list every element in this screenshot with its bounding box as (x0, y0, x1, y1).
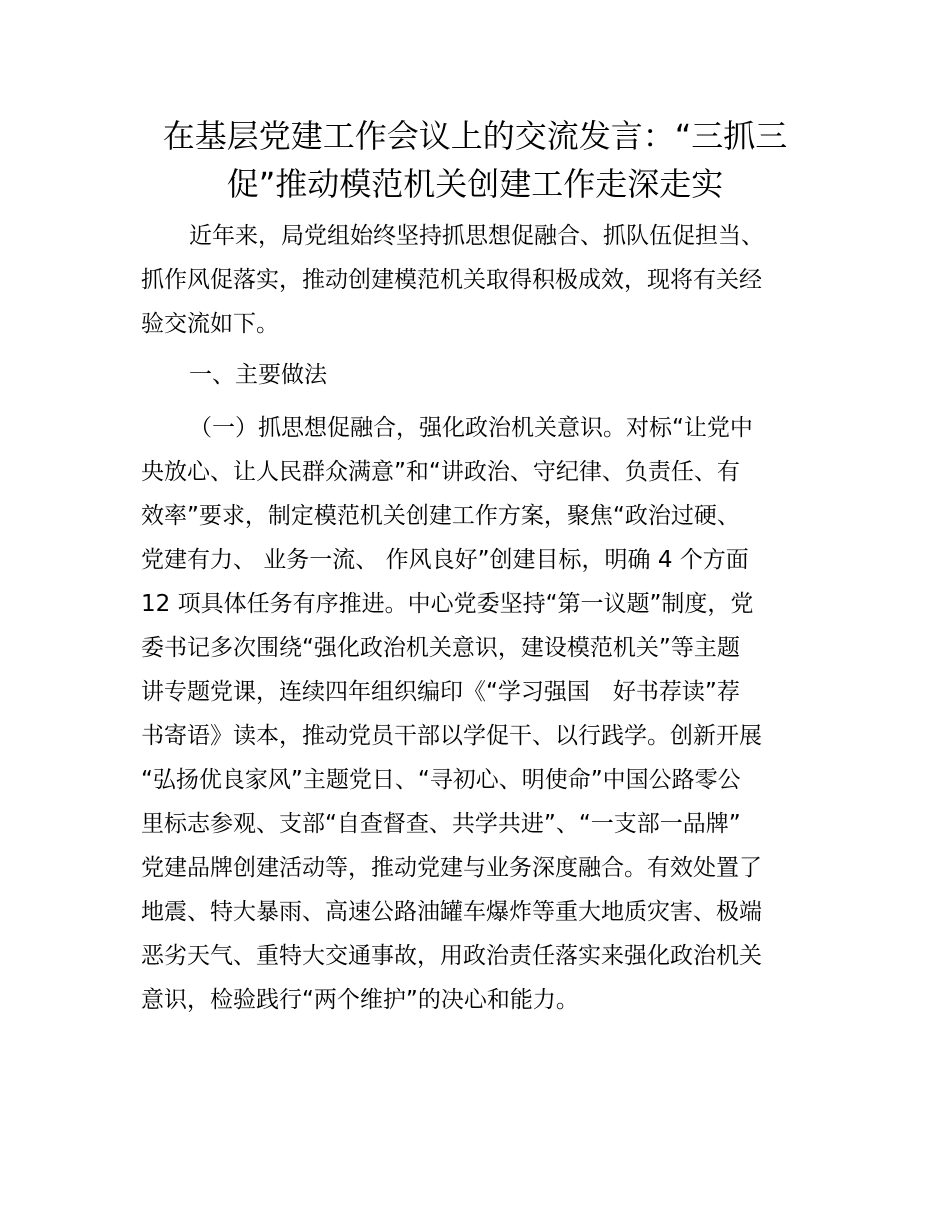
text-line: 12 项具体任务有序推进。中心党委坚持“第一议题”制度，党 (141, 591, 754, 617)
document-title (120, 112, 830, 208)
text-line: 党建有力、 业务一流、 作风良好”创建目标，明确 4 个方面 (141, 547, 749, 573)
text-line: （一）抓思想促融合，强化政治机关意识。对标“让党中 (189, 415, 753, 441)
text-line: 委书记多次围绕“强化政治机关意识，建设模范机关”等主题 (141, 635, 740, 661)
text-line: 抓作风促落实，推动创建模范机关取得积极成效，现将有关经 (141, 267, 762, 293)
text-line: “弘扬优良家风”主题党日、“寻初心、明使命”中国公路零公 (141, 767, 741, 793)
text-line: 意识，检验践行“两个维护”的决心和能力。 (141, 987, 579, 1013)
text-line: 地震、特大暴雨、高速公路油罐车爆炸等重大地质灾害、极端 (141, 899, 762, 925)
text-line: 党建品牌创建活动等，推动党建与业务深度融合。有效处置了 (141, 855, 762, 881)
text-line: 效率”要求，制定模范机关创建工作方案，聚焦“政治过硬、 (141, 503, 740, 529)
text-line: 恶劣天气、重特大交通事故，用政治责任落实来强化政治机关 (141, 943, 762, 969)
title-line: 在基层党建工作会议上的交流发言：“三抓三 (162, 117, 788, 155)
text-line: 里标志参观、支部“自查督查、共学共进”、“一支部一品牌” (141, 811, 741, 837)
section-heading (141, 353, 811, 397)
text-line: 央放心、让人民群众满意”和“讲政治、守纪律、负责任、有 (141, 459, 740, 485)
paragraph-1 (141, 406, 811, 1022)
text-line: 近年来，局党组始终坚持抓思想促融合、抓队伍促担当、 (189, 223, 764, 249)
text-line: 讲专题党课，连续四年组织编印《“学习强国 好书荐读”荐 (141, 679, 740, 705)
section-heading-text: 一、主要做法 (189, 362, 327, 388)
intro-paragraph (141, 214, 811, 346)
title-line: 促”推动模范机关创建工作走深走实 (226, 165, 724, 203)
text-line: 书寄语》读本，推动党员干部以学促干、以行践学。创新开展 (141, 723, 762, 749)
text-line: 验交流如下。 (141, 311, 279, 337)
